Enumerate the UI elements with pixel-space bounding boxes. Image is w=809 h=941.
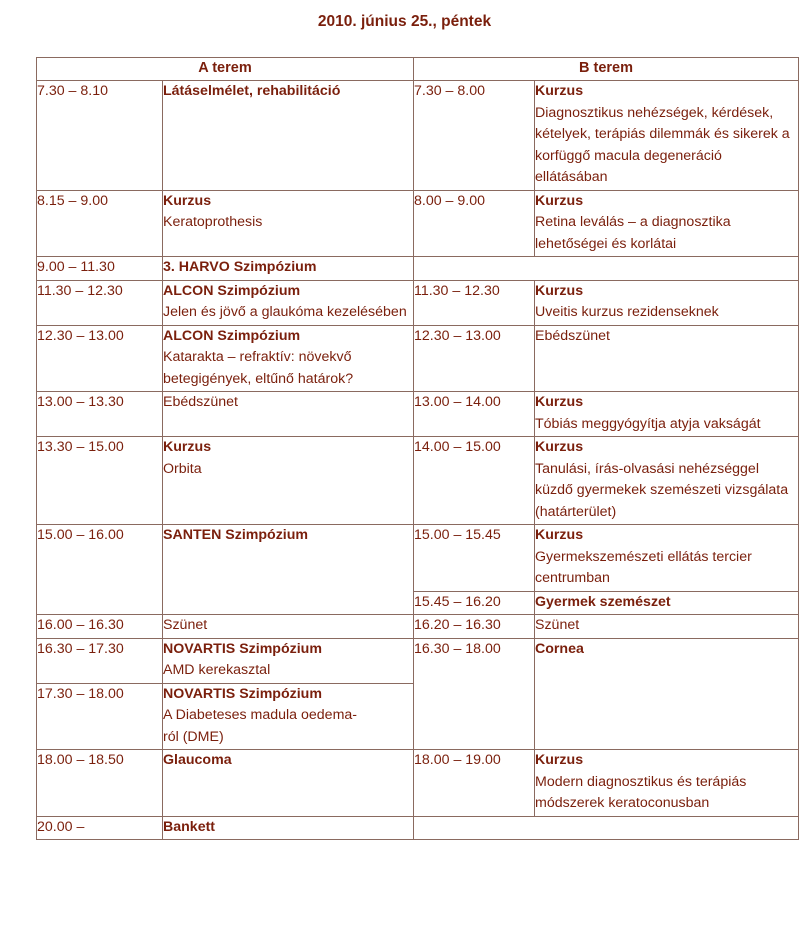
b-session bbox=[535, 750, 799, 817]
b-time: 13.00 – 14.00 bbox=[414, 392, 535, 437]
a-time: 13.00 – 13.30 bbox=[37, 392, 163, 437]
b-session-text: Diagnosztikus nehézségek, kérdések, kételyek, terápiás dilemmák és sikerek a korfüggő macula degeneráció ellátásában bbox=[535, 104, 790, 185]
a-time: 18.00 – 18.50 bbox=[37, 750, 163, 817]
a-session-text: ról (DME) bbox=[163, 728, 224, 745]
b-session-title: Kurzus bbox=[535, 192, 584, 209]
table-row bbox=[37, 437, 799, 525]
table-row bbox=[37, 816, 799, 840]
header-row bbox=[37, 58, 799, 81]
a-session-text: Katarakta – refraktív: növekvő betegigények, eltűnő határok? bbox=[163, 349, 354, 387]
b-time: 18.00 – 19.00 bbox=[414, 750, 535, 817]
a-session-title: Kurzus bbox=[163, 439, 212, 455]
b-time: 12.30 – 13.00 bbox=[414, 325, 535, 392]
a-session-title: ALCON Szimpózium bbox=[163, 282, 301, 299]
b-session-title: Cornea bbox=[535, 640, 584, 657]
a-session-title: SANTEN Szimpózium bbox=[163, 527, 309, 543]
b-time: 16.20 – 16.30 bbox=[414, 615, 535, 639]
a-session bbox=[163, 638, 414, 683]
page-title: 2010. június 25., péntek bbox=[317, 13, 492, 30]
a-time: 13.30 – 15.00 bbox=[37, 437, 163, 525]
b-session-text: Modern diagnosztikus és terápiás módszerek keratoconusban bbox=[535, 773, 747, 811]
a-session-title: NOVARTIS Szimpózium bbox=[163, 640, 322, 657]
a-time: 16.00 – 16.30 bbox=[37, 615, 163, 639]
b-session-text: Szünet bbox=[535, 617, 580, 633]
b-session bbox=[535, 392, 799, 437]
b-session-text: Retina leválás – a diagnosztika lehetőségei és korlátai bbox=[535, 214, 731, 252]
a-session bbox=[163, 525, 414, 615]
table-row bbox=[37, 638, 799, 683]
a-session-title: NOVARTIS Szimpózium bbox=[163, 685, 322, 702]
a-time: 9.00 – 11.30 bbox=[37, 257, 163, 281]
b-session-title: Gyermek szemészet bbox=[535, 593, 671, 610]
a-session-text: Szünet bbox=[163, 617, 208, 633]
b-session bbox=[535, 280, 799, 325]
a-session-title: Glaucoma bbox=[163, 752, 232, 768]
a-time: 12.30 – 13.00 bbox=[37, 325, 163, 392]
b-session-title: Kurzus bbox=[535, 282, 584, 299]
a-session-text: Orbita bbox=[163, 460, 202, 477]
a-session-title: ALCON Szimpózium bbox=[163, 327, 301, 344]
a-session bbox=[163, 392, 414, 437]
table-row bbox=[37, 81, 799, 191]
schedule-table bbox=[36, 57, 799, 840]
a-time: 8.15 – 9.00 bbox=[37, 190, 163, 257]
b-session-text: Tóbiás meggyógyítja atyja vakságát bbox=[535, 415, 761, 432]
a-time: 17.30 – 18.00 bbox=[37, 683, 163, 750]
table-row bbox=[37, 257, 799, 281]
a-session bbox=[163, 81, 414, 191]
b-session bbox=[535, 325, 799, 392]
b-session-title: Kurzus bbox=[535, 527, 584, 543]
b-time: 16.30 – 18.00 bbox=[414, 638, 535, 750]
b-time: 15.45 – 16.20 bbox=[414, 591, 535, 615]
table-row bbox=[37, 280, 799, 325]
a-session bbox=[163, 816, 414, 840]
a-session bbox=[163, 257, 414, 281]
b-time: 14.00 – 15.00 bbox=[414, 437, 535, 525]
a-session bbox=[163, 325, 414, 392]
room-a-header: A terem bbox=[37, 58, 414, 81]
a-session bbox=[163, 750, 414, 817]
table-row bbox=[37, 190, 799, 257]
a-session-text: Jelen és jövő a glaukóma kezelésében bbox=[163, 304, 407, 320]
a-session-text: Ebédszünet bbox=[163, 394, 238, 410]
a-time: 15.00 – 16.00 bbox=[37, 525, 163, 615]
b-empty-cell bbox=[414, 816, 799, 840]
b-time: 7.30 – 8.00 bbox=[414, 81, 535, 191]
b-session bbox=[535, 615, 799, 639]
a-session bbox=[163, 615, 414, 639]
a-session bbox=[163, 683, 414, 750]
a-session-text: AMD kerekasztal bbox=[163, 662, 271, 678]
b-session bbox=[535, 190, 799, 257]
a-time: 20.00 – bbox=[37, 816, 163, 840]
table-row bbox=[37, 750, 799, 817]
b-time: 8.00 – 9.00 bbox=[414, 190, 535, 257]
b-session bbox=[535, 437, 799, 525]
b-session bbox=[535, 591, 799, 615]
a-time: 11.30 – 12.30 bbox=[37, 280, 163, 325]
a-session-title: 3. HARVO Szimpózium bbox=[163, 259, 317, 275]
b-session bbox=[535, 638, 799, 750]
table-row bbox=[37, 615, 799, 639]
b-session-text: Gyermekszemészeti ellátás tercier centrumban bbox=[535, 548, 752, 586]
a-time: 7.30 – 8.10 bbox=[37, 81, 163, 191]
b-session-title: Kurzus bbox=[535, 439, 584, 455]
table-row bbox=[37, 525, 799, 592]
a-time: 16.30 – 17.30 bbox=[37, 638, 163, 683]
b-time: 11.30 – 12.30 bbox=[414, 280, 535, 325]
b-session-text: Ebédszünet bbox=[535, 327, 610, 344]
b-session-title: Kurzus bbox=[535, 752, 584, 768]
b-session bbox=[535, 81, 799, 191]
table-row bbox=[37, 392, 799, 437]
table-row bbox=[37, 325, 799, 392]
a-session-title: Látáselmélet, rehabilitáció bbox=[163, 83, 341, 99]
b-session-text: Uveitis kurzus rezidenseknek bbox=[535, 304, 719, 320]
b-time: 15.00 – 15.45 bbox=[414, 525, 535, 592]
b-session-text: Tanulási, írás-olvasási nehézséggel küzdő gyermekek szemészeti vizsgálata (határterület) bbox=[535, 460, 789, 520]
b-session-title: Kurzus bbox=[535, 83, 584, 99]
b-session-title: Kurzus bbox=[535, 394, 584, 410]
a-session bbox=[163, 190, 414, 257]
a-session-title: Kurzus bbox=[163, 192, 212, 209]
a-session-text: A Diabeteses madula oedema- bbox=[163, 707, 358, 723]
a-session-title: Bankett bbox=[163, 818, 216, 835]
b-empty-cell bbox=[414, 257, 799, 281]
a-session-text: Keratoprothesis bbox=[163, 214, 263, 230]
a-session bbox=[163, 437, 414, 525]
a-session bbox=[163, 280, 414, 325]
room-b-header: B terem bbox=[414, 58, 799, 81]
b-session bbox=[535, 525, 799, 592]
